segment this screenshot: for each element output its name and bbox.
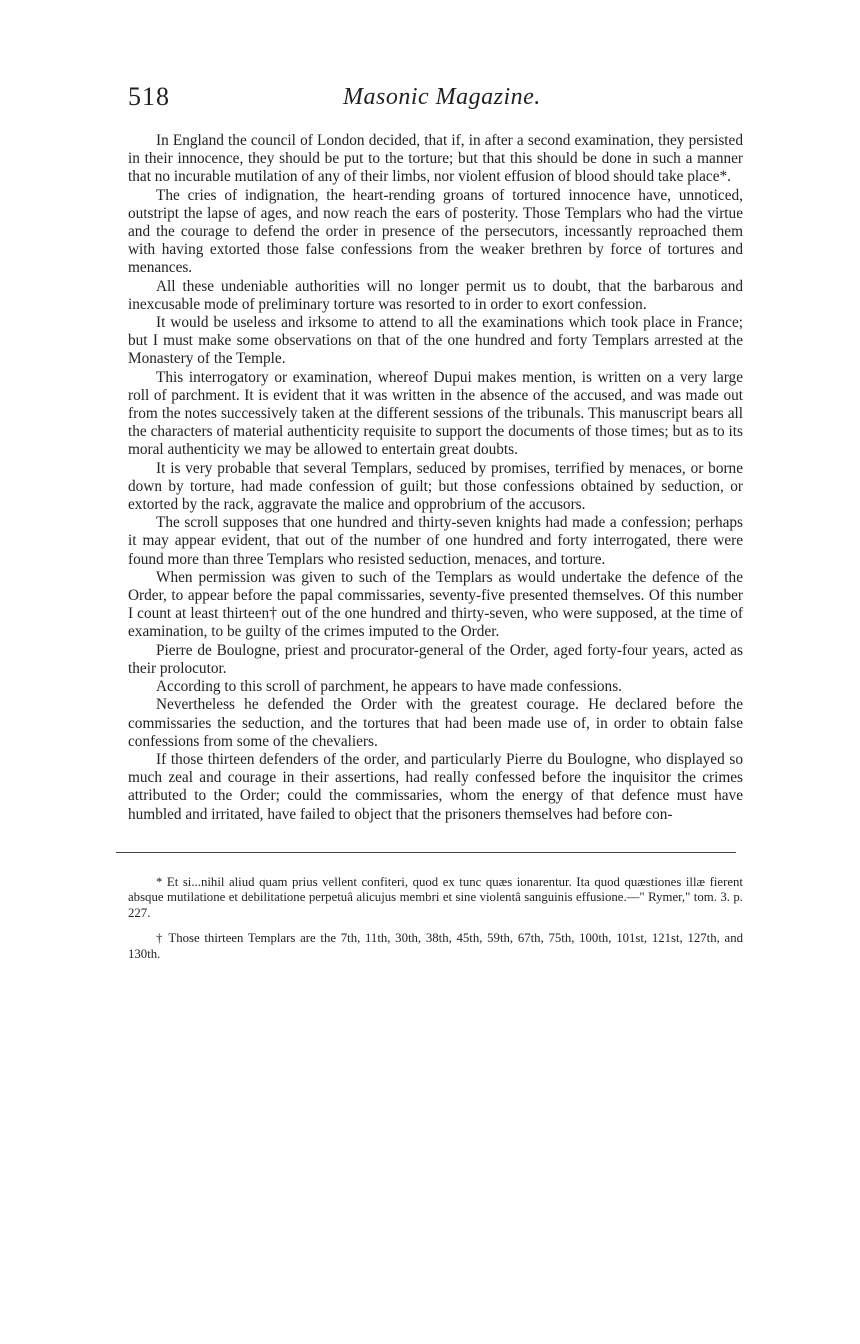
paragraph: The cries of indignation, the heart-rending groans of tortured innocence have, unnoticed, outstript the lapse of ages, and now reach the ears of posterity. Those Templars who had the virtue and the courage to defend the order in presence of the persecutors, incessantly reproached them with having extorted those false confessions from the weaker brethren by force of tortures and menances.: [128, 186, 743, 277]
paragraph: According to this scroll of parchment, he appears to have made confessions.: [156, 678, 622, 696]
paragraph: Nevertheless he defended the Order with the greatest courage. He declared before the commissaries the seduction, and the tortures that had been made use of, in order to obtain false confessions from some of the chevaliers.: [128, 696, 743, 750]
page: [128, 78, 743, 962]
paragraph: It is very probable that several Templars, seduced by promises, terrified by menaces, or borne down by torture, had made confession of guilt; but those confessions obtained by seduction, or extorted by the rack, aggravate the malice and opprobrium of the accusors.: [128, 459, 743, 514]
paragraph: The scroll supposes that one hundred and thirty-seven knights had made a confession; perhaps it may appear evident, that out of the number of one hundred and forty interrogated, there were found more than three Templars who resisted seduction, menaces, and torture.: [128, 514, 743, 568]
page-header: [128, 78, 743, 118]
paragraph: It would be useless and irksome to attend to all the examinations which took place in France; but I must make some observations on that of the one hundred and forty Templars arrested at the Monastery of the Temple.: [128, 314, 743, 368]
footnote-divider: [116, 852, 736, 853]
paragraph: All these undeniable authorities will no longer permit us to doubt, that the barbarous and inexcusable mode of preliminary torture was resorted to in order to exort confession.: [128, 277, 743, 313]
footnote: * Et si...nihil aliud quam prius vellent confiteri, quod ex tunc quæs ionarentur. Ita quod quæstiones illæ fierent absque mutilatione et debilitatione perpetuâ alicujus membri et sine violentâ sanguinis effusione.—" Rymer," tom. 3. p. 227.: [128, 874, 743, 920]
page-number: 518: [128, 82, 170, 111]
paragraph: In England the council of London decided, that if, in after a second examination, they persisted in their innocence, they should be put to the torture; but that this should be done in such a manner that no incurable mutilation of any of their limbs, nor violent effusion of blood should take place*.: [128, 132, 743, 186]
paragraph: This interrogatory or examination, whereof Dupui makes mention, is written on a very large roll of parchment. It is evident that it was written in the absence of the accused, and was made out from the notes successively taken at the different sessions of the tribunals. This manuscript bears all the characters of material authenticity requisite to support the documents of those times; but as to its moral authenticity we may be allowed to entertain great doubts.: [128, 368, 743, 459]
footnotes: [128, 875, 743, 963]
paragraph: If those thirteen defenders of the order, and particularly Pierre du Boulogne, who displayed so much zeal and courage in their assertions, had really confessed before the inquisitor the crimes attributed to the Order; could the commissaries, whom the energy of that defence must have humbled and irritated, have failed to object that the prisoners themselves had before con-: [128, 750, 743, 823]
body-text: [128, 132, 743, 824]
paragraph: Pierre de Boulogne, priest and procurator-general of the Order, aged forty-four years, acted as their prolocutor.: [128, 641, 743, 677]
running-title: Masonic Magazine.: [343, 84, 541, 110]
paragraph: When permission was given to such of the Templars as would undertake the defence of the Order, to appear before the papal commissaries, seventy-five presented themselves. Of this number I count at least thirteen† out of the one hundred and thirty-seven, who were supposed, at the time of examination, to be guilty of the crimes imputed to the Order.: [128, 568, 743, 641]
footnote: † Those thirteen Templars are the 7th, 11th, 30th, 38th, 45th, 59th, 67th, 75th, 100th, 101st, 121st, 127th, and 130th.: [128, 931, 743, 961]
